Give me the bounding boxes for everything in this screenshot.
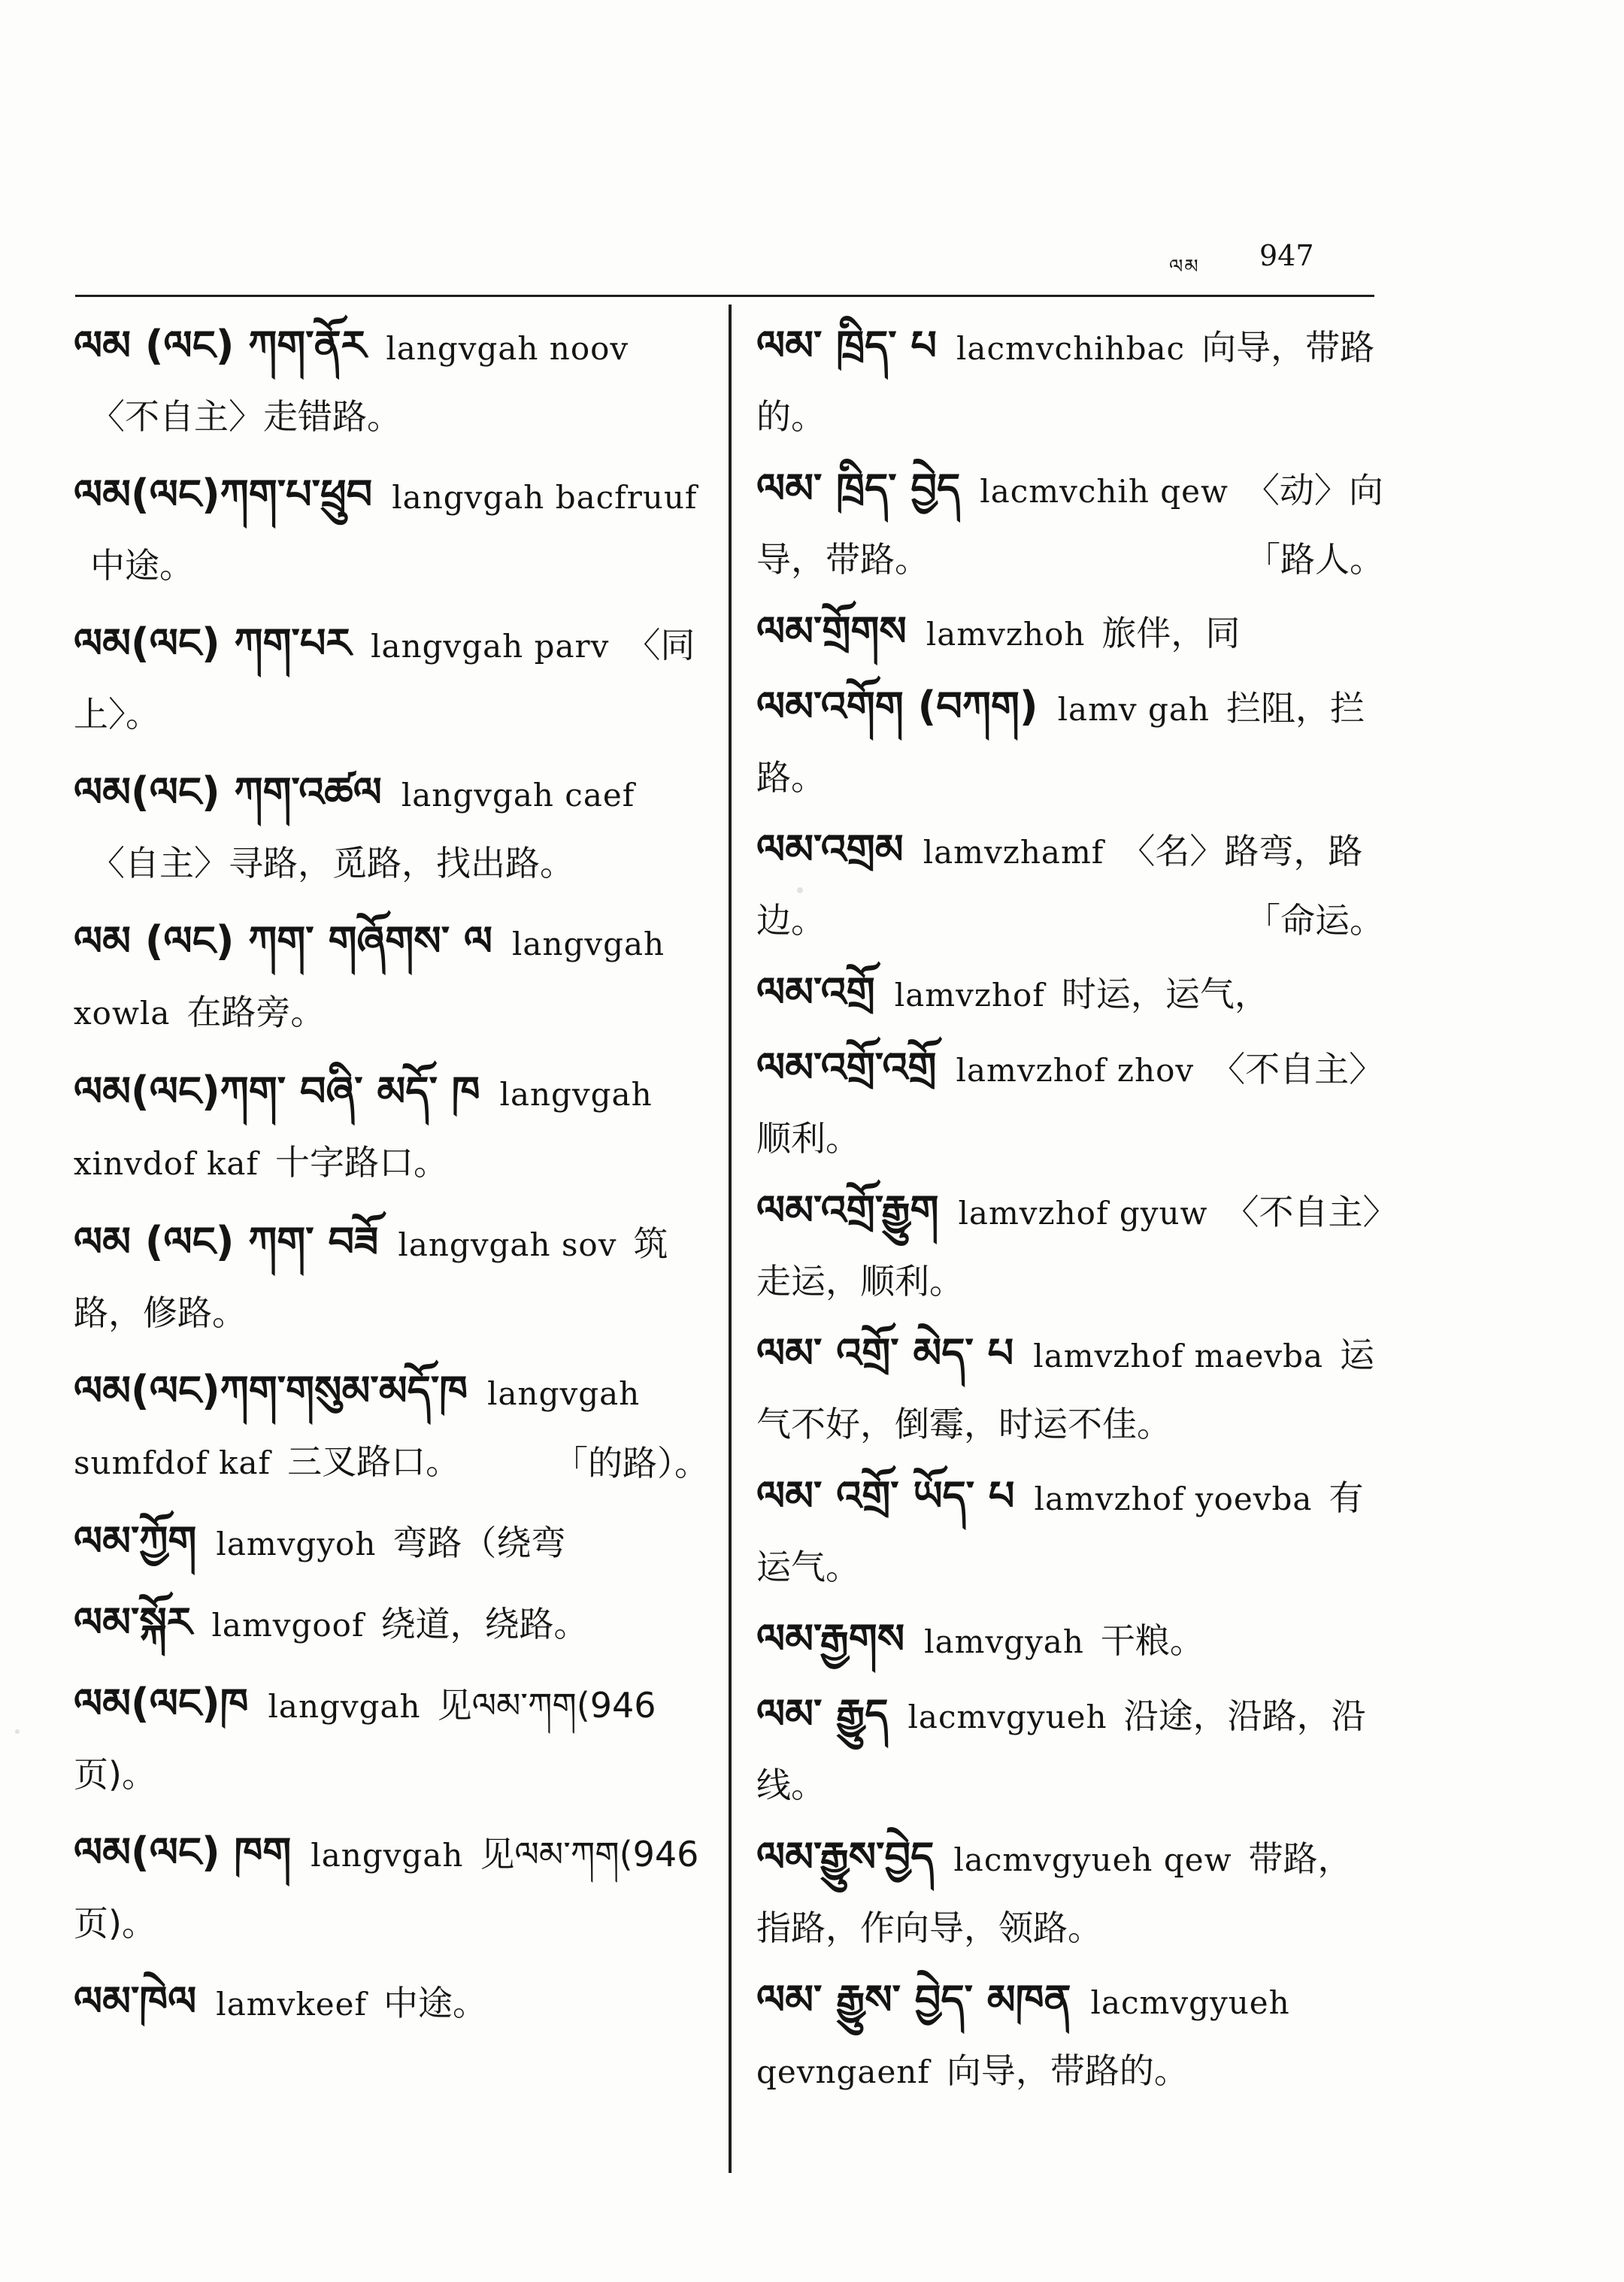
entry-romanization: lacmvgyueh qevngaenf [756,1984,1290,2090]
entry-romanization: lamvzhof [894,977,1045,1014]
dictionary-entry [756,1823,1384,1962]
dictionary-entry [756,959,1384,1029]
entry-romanization: lamvgyoh [216,1526,377,1562]
entry-headword: ལམ་འགྲོ་རྒྱུག [756,1186,939,1234]
dictionary-entry [74,1819,709,1957]
entry-headword: ལམ་འགྲོ [756,968,875,1016]
entry-romanization: langvgah noov [386,330,629,367]
entry-romanization: lamvzhoh [926,616,1086,653]
entry-definition: 带路，指路，作向导，领路。 [756,1838,1353,1948]
entry-definition: 有运气。 [756,1477,1364,1587]
entry-definition: 筑路，修路。 [74,1223,668,1333]
entry-definition: 〈名〉路弯，路边。 [756,831,1363,941]
entry-headword: ལམ (ལང) ཀག་ གཞོགས་ ལ [74,917,492,965]
entry-headword: ལམ(ལང)ཀག་པ་ཕྲུབ [74,471,373,518]
entry-romanization: langvgah sumfdof kaf [74,1375,641,1481]
entry-headword: ལམ་ འགྲོ་ མེད་ པ [756,1329,1014,1377]
dictionary-entry [74,1208,709,1347]
entry-romanization: lamvgyah [924,1623,1084,1660]
right-column [756,312,1384,2111]
entry-romanization: langvgah sov [398,1226,617,1263]
entry-headword: ལམ (ལང) ཀག་ནོར [74,322,367,369]
entry-definition: 沿途，沿路，沿线。 [756,1696,1366,1805]
entry-headword: ལམ(ལང)ཁ [74,1680,249,1727]
entry-definition: 三叉路口。 [287,1441,461,1482]
dictionary-entry [756,1680,1384,1819]
dictionary-entry [756,455,1384,593]
entry-romanization: langvgah xinvdof kaf [74,1076,653,1182]
entry-definition: 绕道，绕路。 [380,1604,589,1644]
entry-headword: ལམ་འགོག (བཀག) [756,683,1038,730]
left-column [74,312,709,2049]
entry-romanization: lamvzhamf [923,834,1104,871]
entry-definition: 向导，带路的。 [756,327,1375,437]
dictionary-entry [756,598,1384,668]
dictionary-entry [74,1058,709,1198]
entry-definition: 〈不自主〉走运，顺利。 [756,1192,1380,1302]
entry-headword: ལམ་ རྒྱུད [756,1690,889,1738]
dictionary-entry [756,816,1384,954]
entry-romanization: lacmvchih qew [980,473,1229,510]
scan-speck [797,887,803,893]
dictionary-entry [74,312,709,450]
entry-headword: ལམ(ལང)ཀག་ བཞི་ མདོ་ ཁ [74,1068,480,1115]
dictionary-entry [74,1508,709,1578]
page-number: 947 [1259,239,1314,272]
entry-romanization: langvgah [268,1688,421,1725]
entry-definition: 〈动〉向导，带路。 [756,470,1383,580]
entry-headword: ལམ་ ཁྲིད་ པ [756,322,937,369]
entry-romanization: lamvzhof maevba [1033,1338,1324,1374]
dictionary-entry [756,673,1384,811]
entry-headword: ལམ་འགྲོ་འགྲོ [756,1044,937,1091]
entry-headword: ལམ་ཁེལ [74,1977,197,2025]
entry-headword: ལམ(ལང) ཁག [74,1829,292,1876]
entry-romanization: lacmvgyueh qew [953,1841,1232,1878]
dictionary-entry [74,759,709,897]
dictionary-entry [756,1966,1384,2106]
entry-definition: 旅伴，同 [1101,613,1241,653]
entry-definition: 向导，带路的。 [946,2050,1189,2091]
entry-definition: 见ལམ་ཀག(946页)。 [74,1834,699,1944]
entry-definition: 干粮。 [1100,1620,1204,1661]
entry-headword: ལམ་ ཁྲིད་ བྱེད [756,465,961,512]
entry-headword: ལམ(ལང) ཀག་འཚལ [74,768,382,816]
entry-definition: 见ལམ་ཀག(946页)。 [74,1685,656,1795]
entry-headword: ལམ་ཀྱོག [74,1517,197,1565]
entry-headword: ལམ(ལང) ཀག་པར [74,620,352,667]
entry-definition: 运气不好，倒霉，时运不佳。 [756,1335,1375,1444]
dictionary-entry [756,1605,1384,1676]
entry-headword: ལམ་འགྲམ [756,826,904,873]
dictionary-entry [74,1357,709,1497]
wrap-continuation-marker: 「命运。 [1246,900,1384,941]
page-header [1169,239,1372,284]
entry-romanization: langvgah parv [371,628,610,665]
entry-definition: 中途。 [90,545,194,586]
entry-headword: ལམ་ རྒྱུས་ བྱེད་ མཁན [756,1976,1071,2023]
entry-romanization: langvgah bacfruuf [392,479,698,516]
entry-definition: 〈同上〉。 [74,625,695,735]
entry-headword: ལམ་གྲོགས [756,608,907,655]
column-divider [729,305,732,2173]
scan-speck [15,1729,20,1734]
entry-headword: ལམ (ལང) ཀག་ བཟོ [74,1218,379,1265]
entry-romanization: lamvgoof [211,1607,365,1644]
header-rule [75,295,1374,297]
entry-definition: 中途。 [383,1983,488,2023]
entry-definition: 〈不自主〉顺利。 [756,1049,1384,1159]
dictionary-entry [74,1670,709,1808]
wrap-continuation-marker: 「的路）。 [553,1443,709,1483]
dictionary-entry [756,1177,1384,1315]
entry-romanization: lacmvchihbac [956,330,1186,367]
entry-definition: 十字路口。 [275,1142,448,1183]
entry-headword: ལམ་རྒྱགས [756,1615,905,1662]
dictionary-entry [756,1320,1384,1458]
wrap-continuation-marker: 「路人。 [1246,539,1384,580]
entry-romanization: lamvzhof zhov [956,1052,1195,1089]
entry-romanization: lamvzhof yoevba [1034,1480,1313,1517]
entry-romanization: langvgah xowla [74,926,665,1032]
entry-romanization: langvgah caef [401,777,635,814]
running-head-word: ལམ [1169,256,1200,278]
entry-headword: ལམ(ལང)ཀག་གསུམ་མདོ་ཁ [74,1367,468,1414]
entry-headword: ལམ་སྐོར [74,1599,192,1646]
entry-definition: 拦阻，拦路。 [756,688,1365,798]
entry-romanization: lacmvgyueh [907,1699,1107,1735]
entry-definition: 弯路（绕弯 [392,1523,566,1563]
entry-romanization: lamvkeef [216,1986,368,2023]
dictionary-entry [74,908,709,1047]
entry-definition: 〈不自主〉走错路。 [90,396,401,437]
entry-romanization: lamv gah [1057,691,1210,728]
dictionary-entry [74,1968,709,2038]
entry-definition: 〈自主〉寻路，觅路，找出路。 [90,843,574,883]
entry-romanization: lamvzhof gyuw [958,1195,1208,1232]
entry-romanization: langvgah [311,1837,464,1874]
dictionary-entry [756,1034,1384,1172]
entry-headword: ལམ་ འགྲོ་ ཡོད་ པ [756,1472,1015,1520]
entry-definition: 在路旁。 [186,992,326,1032]
dictionary-entry [74,1589,709,1659]
dictionary-entry [756,312,1384,450]
entry-headword: ལམ་རྒྱུས་བྱེད [756,1833,935,1880]
dictionary-entry [74,610,709,748]
dictionary-entry [756,1462,1384,1601]
dictionary-entry [74,461,709,599]
entry-definition: 时运，运气， [1061,974,1269,1014]
